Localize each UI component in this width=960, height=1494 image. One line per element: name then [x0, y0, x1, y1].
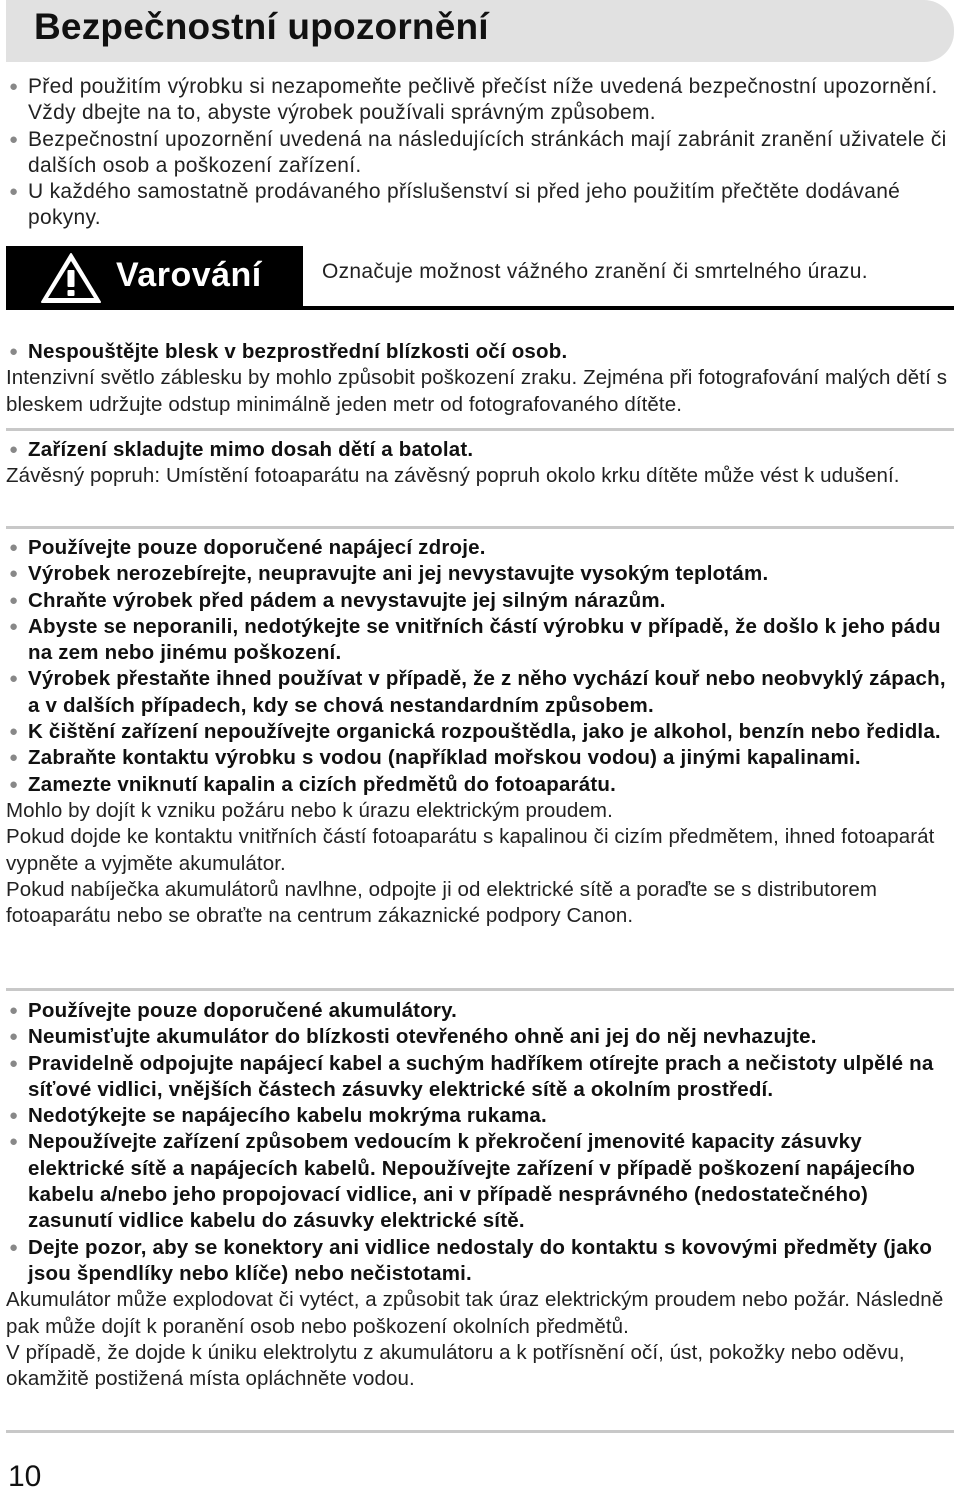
- warning-banner: [6, 246, 303, 310]
- section-divider: [6, 428, 954, 431]
- bullet-icon: ●: [9, 723, 19, 741]
- bullet-icon: ●: [9, 591, 19, 609]
- page-title: Bezpečnostní upozornění: [34, 6, 489, 47]
- bullet-text: Zařízení skladujte mimo dosah dětí a batolat.: [28, 438, 474, 461]
- safety-section: [6, 998, 954, 1392]
- safety-bullet: [6, 719, 954, 745]
- safety-bullet: [6, 1129, 954, 1234]
- title-bar: [6, 0, 954, 62]
- intro-text: Bezpečnostní upozornění uvedená na následujících stránkách mají zabránit zranění uživatele či dalších osob a poškození zařízení.: [28, 127, 947, 177]
- bullet-text: Používejte pouze doporučené akumulátory.: [28, 999, 458, 1022]
- bullet-icon: ●: [9, 1002, 19, 1019]
- bullet-icon: ●: [9, 617, 19, 635]
- safety-note: Intenzivní světlo záblesku by mohlo způsobit poškození zraku. Zejména při fotografování malých dětí s bleskem udržujte odstup minimálně jeden metr od fotografovaného dítěte.: [6, 366, 948, 416]
- safety-bullet: [6, 1051, 954, 1104]
- bullet-text: Nespouštějte blesk v bezprostřední blízkosti očí osob.: [28, 340, 568, 363]
- bullet-icon: ●: [9, 1054, 19, 1072]
- bullet-text: Nedotýkejte se napájecího kabelu mokrýma rukama.: [28, 1104, 547, 1128]
- safety-bullet: [6, 998, 954, 1024]
- intro-item: [6, 179, 954, 232]
- bullet-text: Pravidelně odpojujte napájecí kabel a suchým hadříkem otírejte prach a nečistoty ulpělé na síťové vidlici, vnějších částech zásuvky elektrické sítě a okolním prostředí.: [28, 1051, 934, 1101]
- warning-description: Označuje možnost vážného zranění či smrtelného úrazu.: [322, 260, 868, 283]
- bullet-text: Nepoužívejte zařízení způsobem vedoucím k překročení jmenovité kapacity zásuvky elektrické sítě a napájecích kabelů. Nepoužívejte zařízení v případě poškození napájecího kabelu a/nebo jeho propojovací vidlice, ani v případě nesprávného (nedostatečného) zasunutí vidlice kabelu do zásuvky elektrické sítě.: [28, 1130, 916, 1233]
- warning-label: Varování: [116, 256, 262, 294]
- bullet-icon: ●: [9, 1238, 19, 1256]
- bullet-text: Chraňte výrobek před pádem a nevystavujte jej silným nárazům.: [28, 588, 666, 612]
- bullet-icon: ●: [9, 1028, 19, 1046]
- safety-note: Mohlo by dojít k vzniku požáru nebo k úrazu elektrickým proudem.: [6, 798, 613, 822]
- safety-bullet: [6, 614, 954, 667]
- bullet-text: K čištění zařízení nepoužívejte organická rozpouštědla, jako je alkohol, benzín nebo ředidla.: [28, 720, 941, 744]
- bullet-text: Výrobek nerozebírejte, neupravujte ani jej nevystavujte vysokým teplotám.: [28, 562, 769, 586]
- bullet-icon: ●: [9, 130, 19, 148]
- bullet-text: Výrobek přestaňte ihned používat v případě, že z něho vychází kouř nebo neobvyklý zápach, a v dalších případech, kdy se chová nestandardním způsobem.: [28, 667, 946, 717]
- intro-text: U každého samostatně prodávaného příslušenství si před jeho použitím přečtěte dodávané pokyny.: [28, 180, 901, 230]
- safety-section: [6, 437, 954, 490]
- bullet-text: Používejte pouze doporučené napájecí zdroje.: [28, 536, 486, 559]
- safety-section: [6, 535, 954, 929]
- section-divider: [6, 1430, 954, 1433]
- bullet-icon: ●: [9, 183, 19, 201]
- bullet-icon: ●: [9, 670, 19, 688]
- bullet-icon: ●: [9, 441, 19, 458]
- safety-note: Akumulátor může explodovat či vytéct, a způsobit tak úraz elektrickým proudem nebo požár. Následně pak může dojít k poranění osob nebo poškození okolních předmětů.: [6, 1288, 944, 1338]
- bullet-text: Zamezte vniknutí kapalin a cizích předmětů do fotoaparátu.: [28, 772, 616, 796]
- intro-text: Před použitím výrobku si nezapomeňte pečlivě přečíst níže uvedená bezpečnostní upozornění. Vždy dbejte na to, abyste výrobek používali správným způsobem.: [28, 75, 938, 125]
- safety-bullet: [6, 588, 954, 614]
- bullet-icon: ●: [9, 565, 19, 583]
- safety-bullet: [6, 339, 954, 365]
- intro-list: [6, 74, 954, 232]
- safety-bullet: [6, 1024, 954, 1050]
- warning-triangle-icon: [40, 252, 102, 304]
- safety-section: [6, 339, 954, 418]
- safety-note: Závěsný popruh: Umístění fotoaparátu na závěsný popruh okolo krku dítěte může vést k udušení.: [6, 464, 900, 488]
- bullet-icon: ●: [9, 343, 19, 360]
- bullet-icon: ●: [9, 1133, 19, 1151]
- section-divider: [6, 526, 954, 529]
- safety-bullet: [6, 1103, 954, 1129]
- warning-divider: [303, 306, 954, 310]
- safety-bullet: [6, 772, 954, 798]
- page-number: 10: [8, 1460, 42, 1493]
- safety-bullet: [6, 1235, 954, 1288]
- intro-item: [6, 127, 954, 180]
- bullet-icon: ●: [9, 78, 19, 95]
- intro-item: [6, 74, 954, 127]
- safety-bullet: [6, 561, 954, 587]
- bullet-text: Abyste se neporanili, nedotýkejte se vnitřních částí výrobku v případě, že došlo k jeho pádu na zem nebo jinému poškození.: [28, 614, 941, 665]
- bullet-text: Neumisťujte akumulátor do blízkosti otevřeného ohně ani jej do něj nevhazujte.: [28, 1025, 817, 1049]
- bullet-icon: ●: [9, 1107, 19, 1125]
- bullet-text: Dejte pozor, aby se konektory ani vidlice nedostaly do kontaktu s kovovými předměty (jako jsou špendlíky nebo klíče) nebo nečistotami.: [28, 1235, 933, 1285]
- safety-note: Pokud nabíječka akumulátorů navlhne, odpojte ji od elektrické sítě a poraďte se s distributorem fotoaparátu nebo se obraťte na centrum zákaznické podpory Canon.: [6, 877, 878, 928]
- safety-bullet: [6, 745, 954, 771]
- safety-bullet: [6, 535, 954, 561]
- bullet-icon: ●: [9, 539, 19, 556]
- safety-bullet: [6, 666, 954, 719]
- safety-note: Pokud dojde ke kontaktu vnitřních částí fotoaparátu s kapalinou či cizím předmětem, ihned fotoaparát vypněte a vyjměte akumulátor.: [6, 825, 935, 875]
- bullet-text: Zabraňte kontaktu výrobku s vodou (například mořskou vodou) a jinými kapalinami.: [28, 746, 861, 770]
- bullet-icon: ●: [9, 749, 19, 767]
- safety-bullet: [6, 437, 954, 463]
- bullet-icon: ●: [9, 775, 19, 793]
- section-divider: [6, 988, 954, 991]
- safety-note: V případě, že dojde k úniku elektrolytu z akumulátoru a k potřísnění očí, úst, pokožky nebo oděvu, okamžitě postižená místa opláchněte vodou.: [6, 1340, 905, 1391]
